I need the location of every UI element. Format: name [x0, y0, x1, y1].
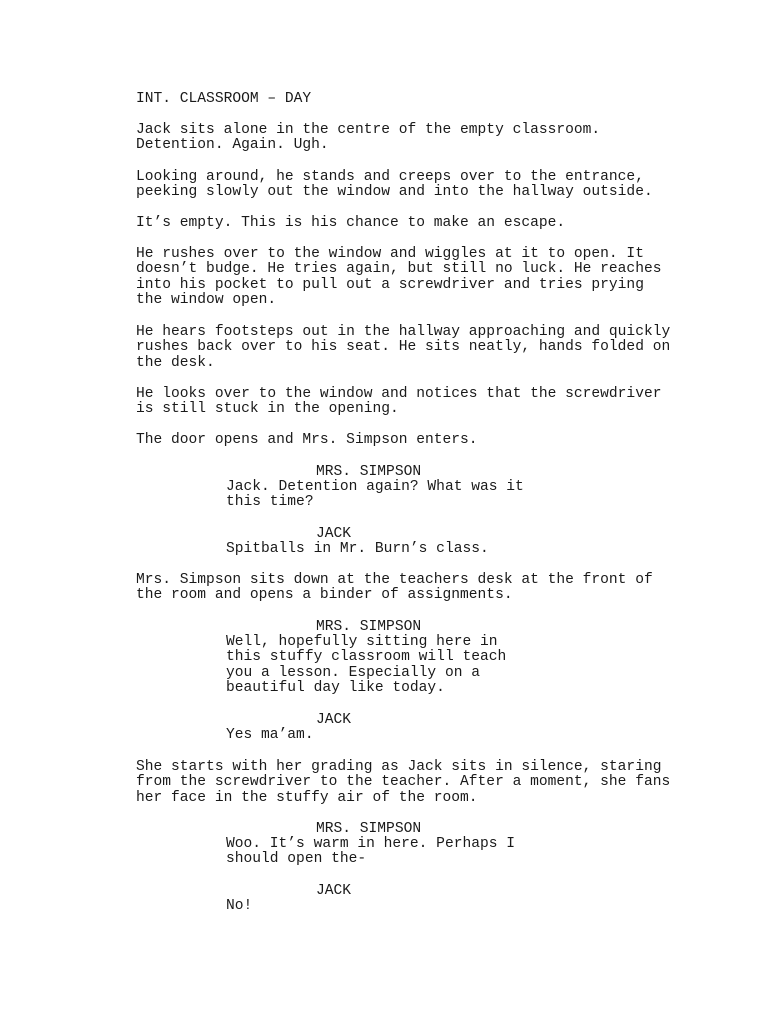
dialogue-line: Jack. Detention again? What was it this time?	[226, 479, 524, 511]
dialogue-line: Spitballs in Mr. Burn’s class.	[226, 541, 489, 557]
scene-heading: INT. CLASSROOM – DAY	[136, 91, 312, 107]
character-name: MRS. SIMPSON	[316, 464, 422, 480]
action-paragraph: He hears footsteps out in the hallway approaching and quickly rushes back over to his seat. He sits neatly, hands folded on the desk.	[136, 324, 671, 371]
dialogue-line: Yes ma’am.	[226, 727, 314, 743]
action-paragraph: He looks over to the window and notices that the screwdriver is still stuck in the opening.	[136, 386, 662, 418]
character-name: MRS. SIMPSON	[316, 619, 422, 635]
character-name: JACK	[316, 712, 352, 728]
action-paragraph: Looking around, he stands and creeps over to the entrance, peeking slowly out the window and into the hallway outside.	[136, 169, 653, 201]
action-paragraph: Jack sits alone in the centre of the empty classroom. Detention. Again. Ugh.	[136, 122, 601, 154]
character-name: JACK	[316, 526, 352, 542]
action-paragraph: Mrs. Simpson sits down at the teachers desk at the front of the room and opens a binder of assignments.	[136, 572, 653, 604]
dialogue-line: Well, hopefully sitting here in this stuffy classroom will teach you a lesson. Especially on a beautiful day like today.	[226, 634, 507, 697]
dialogue-line: No!	[226, 898, 253, 914]
action-paragraph: It’s empty. This is his chance to make an escape.	[136, 215, 566, 231]
character-name: MRS. SIMPSON	[316, 821, 422, 837]
action-paragraph: He rushes over to the window and wiggles at it to open. It doesn’t budge. He tries again, but still no luck. He reaches into his pocket to pull out a screwdriver and tries prying the window open.	[136, 246, 662, 309]
action-paragraph: She starts with her grading as Jack sits in silence, staring from the screwdriver to the teacher. After a moment, she fans her face in the stuffy air of the room.	[136, 759, 671, 806]
character-name: JACK	[316, 883, 352, 899]
dialogue-line: Woo. It’s warm in here. Perhaps I should open the-	[226, 836, 516, 868]
action-paragraph: The door opens and Mrs. Simpson enters.	[136, 432, 478, 448]
